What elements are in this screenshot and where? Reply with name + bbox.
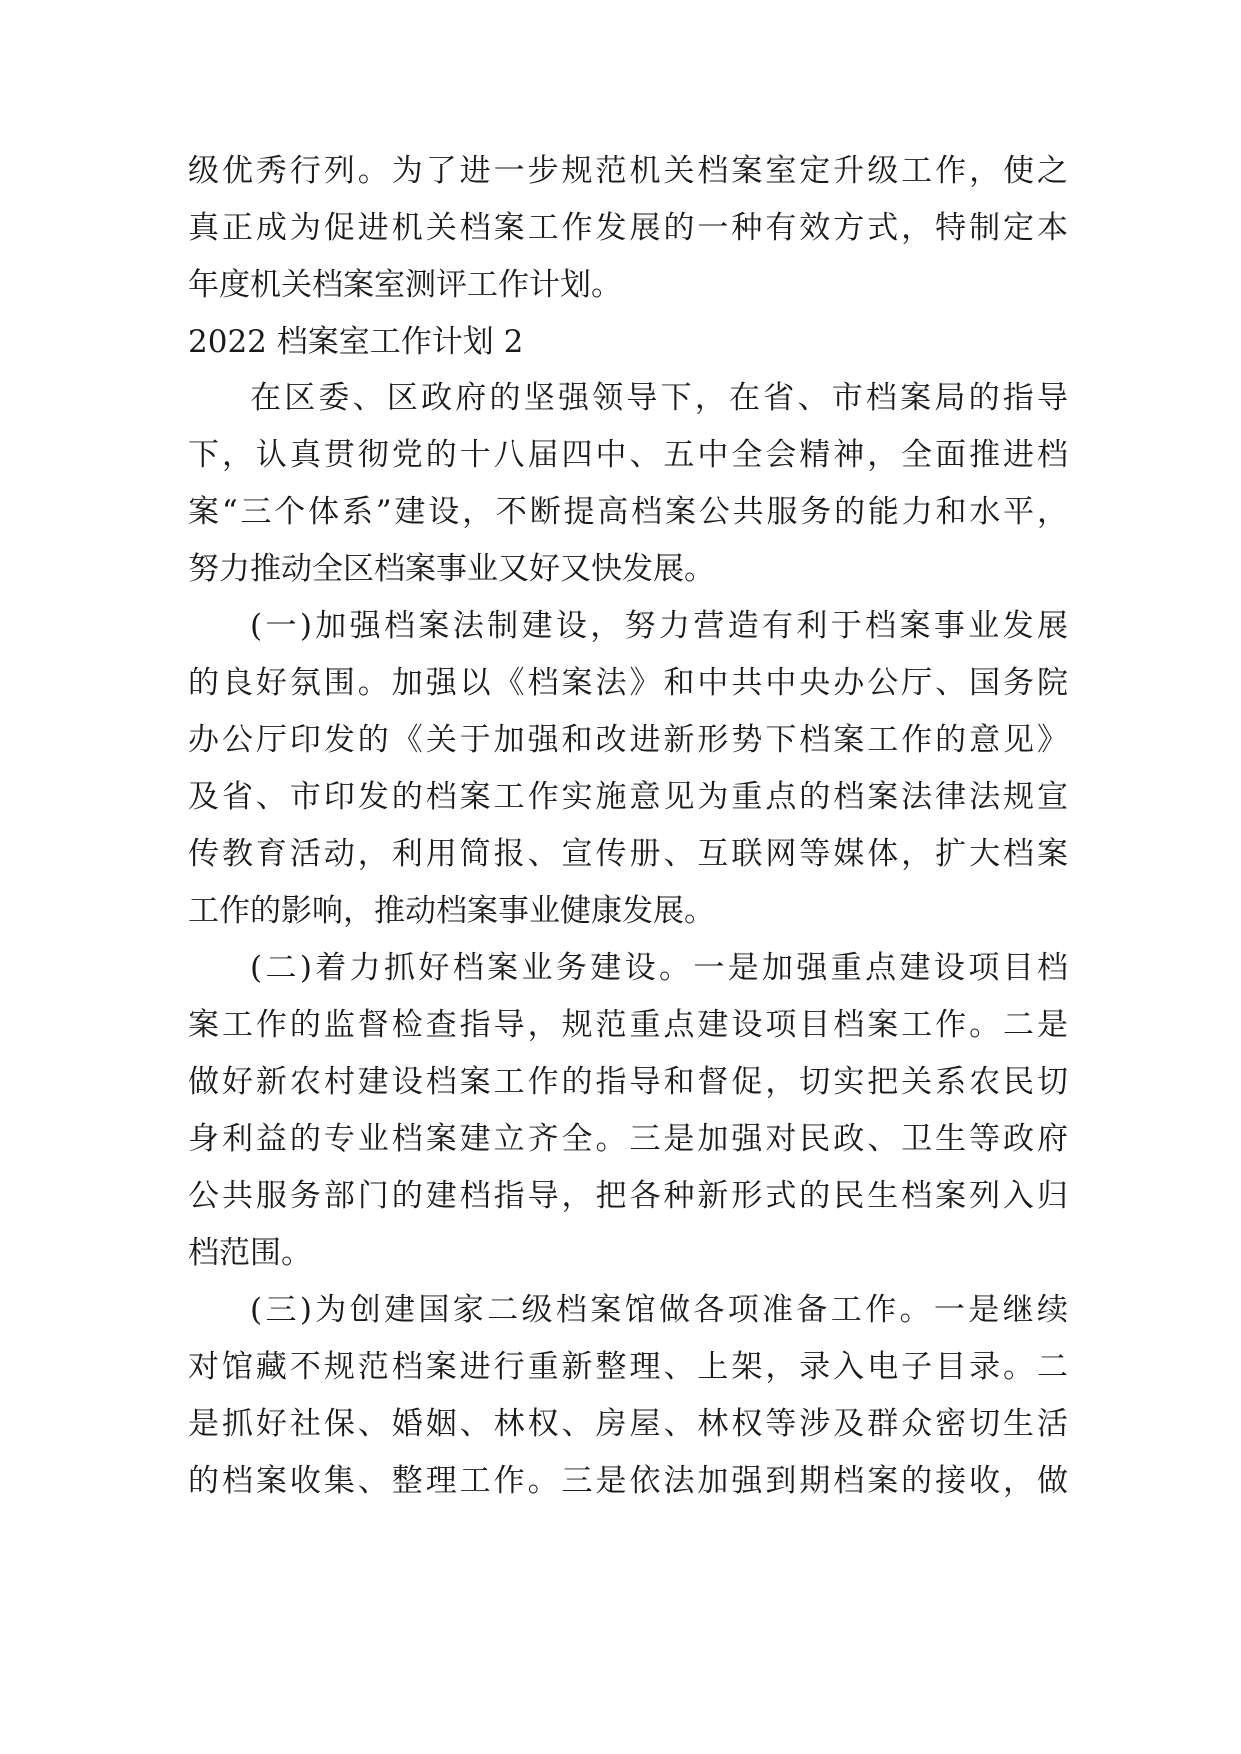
text-line: 公共服务部门的建档指导，把各种新形式的民生档案列入归 [188,1178,1068,1214]
text-line: 真正成为促进机关档案工作发展的一种有效方式，特制定本 [188,210,1068,246]
text-line: 在区委、区政府的坚强领导下，在省、市档案局的指导 [250,380,1068,416]
text-line: 工作的影响，推动档案事业健康发展。 [188,893,715,929]
text-line: 努力推动全区档案事业又好又快发展。 [188,551,715,587]
text-line: 的良好氛围。加强以《档案法》和中共中央办公厅、国务院 [188,665,1068,701]
text-line: 下，认真贯彻党的十八届四中、五中全会精神，全面推进档 [188,437,1068,473]
text-line: 案“三个体系”建设，不断提高档案公共服务的能力和水平， [188,494,1068,530]
text-line: 身利益的专业档案建立齐全。三是加强对民政、卫生等政府 [188,1121,1068,1157]
text-line: (三)为创建国家二级档案馆做各项准备工作。一是继续 [250,1292,1068,1328]
text-line: 案工作的监督检查指导，规范重点建设项目档案工作。二是 [188,1007,1068,1043]
text-line: 的档案收集、整理工作。三是依法加强到期档案的接收，做 [188,1463,1068,1499]
text-line: 办公厅印发的《关于加强和改进新形势下档案工作的意见》 [188,722,1068,758]
text-line: 做好新农村建设档案工作的指导和督促，切实把关系农民切 [188,1064,1068,1100]
text-line: 传教育活动，利用简报、宣传册、互联网等媒体，扩大档案 [188,836,1068,872]
text-line: 年度机关档案室测评工作计划。 [188,267,622,303]
section-title: 2022 档案室工作计划 2 [188,324,524,360]
text-line: 档范围。 [188,1235,312,1271]
text-line: (一)加强档案法制建设，努力营造有利于档案事业发展 [250,608,1068,644]
text-line: 是抓好社保、婚姻、林权、房屋、林权等涉及群众密切生活 [188,1406,1068,1442]
text-line: 对馆藏不规范档案进行重新整理、上架，录入电子目录。二 [188,1349,1068,1385]
text-line: 级优秀行列。为了进一步规范机关档案室定升级工作，使之 [188,153,1068,189]
text-line: 及省、市印发的档案工作实施意见为重点的档案法律法规宣 [188,779,1068,815]
text-line: (二)着力抓好档案业务建设。一是加强重点建设项目档 [250,950,1068,986]
